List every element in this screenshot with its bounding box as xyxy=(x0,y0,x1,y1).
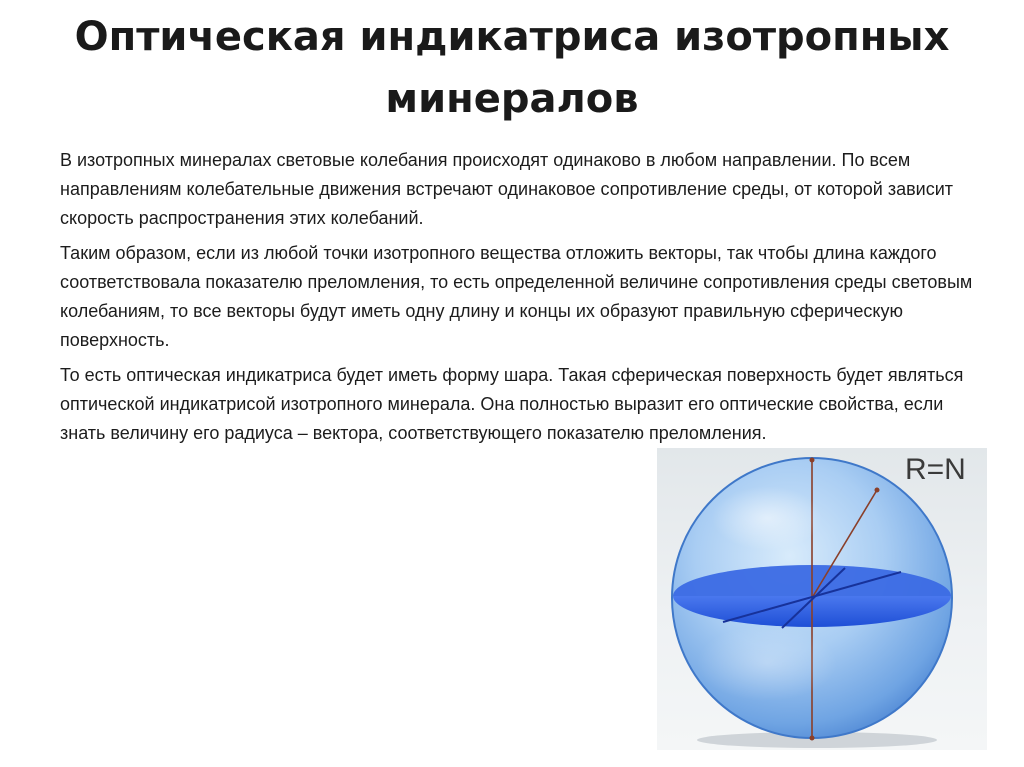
bottom-point xyxy=(810,736,815,741)
sphere-highlight xyxy=(712,486,822,550)
sphere-illustration xyxy=(657,448,987,750)
sphere-highlight-lower xyxy=(697,625,837,701)
slide-body xyxy=(60,146,980,454)
paragraph-3: То есть оптическая индикатриса будет иметь форму шара. Такая сферическая поверхность будет являться оптической индикатрисой изотропного минерала. Она полностью выразит его оптические свойства, если знать величину его радиуса – вектора, соответствующего показателю преломления. xyxy=(60,365,964,443)
formula-label: R=N xyxy=(905,453,966,486)
sphere-diagram xyxy=(657,448,987,750)
paragraph-2: Таким образом, если из любой точки изотропного вещества отложить векторы, так чтобы длина каждого соответствовала показателю преломления, то есть определенной величине сопротивления среды световым колебаниям, то все векторы будут иметь одну длину и концы их образуют правильную сферическую поверхность. xyxy=(60,243,973,350)
top-point xyxy=(810,458,815,463)
slide-title: Оптическая индикатриса изотропных минералов xyxy=(74,14,950,122)
vector-end-point xyxy=(875,488,880,493)
paragraph-1: В изотропных минералах световые колебания происходят одинаково в любом направлении. По всем направлениям колебательные движения встречают одинаковое сопротивление среды, от которой зависит скорость распространения этих колебаний. xyxy=(60,150,954,228)
